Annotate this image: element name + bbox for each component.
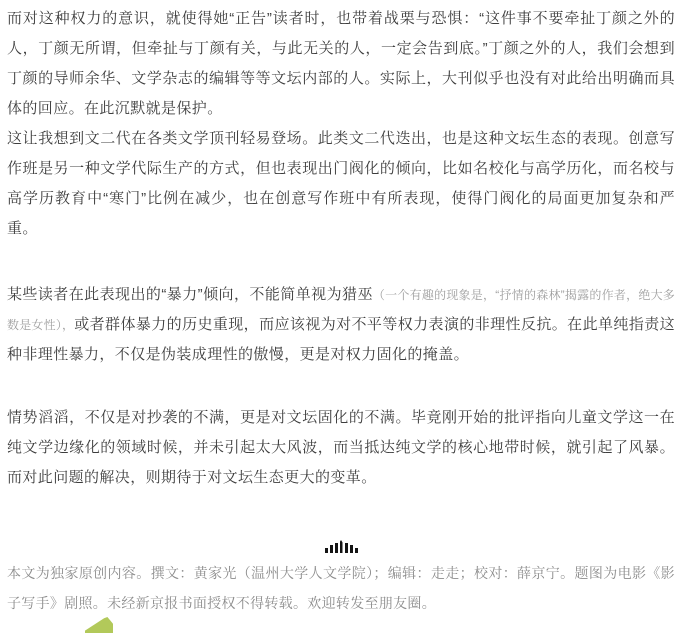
divider-bar <box>350 545 353 553</box>
paragraph-reader-violence-aside-note: （一个有趣的现象是，“抒情的森林”揭露的作者，绝大多数是女性）， <box>7 288 675 332</box>
paragraph-literary-second-generation: 这让我想到文二代在各类文学顶刊轻易登场。此类文二代迭出，也是这种文坛生态的表现。创意写作班是另一种文学代际生产的方式，但也表现出门阀化的倾向，比如名校化与高学历化，而名校与高学历教育中“寒门”比例在减少，也在创意写作班中有所表现，使得门阀化的局面更加复杂和严重。 <box>7 130 675 237</box>
divider-bar <box>345 543 348 553</box>
divider-bar <box>335 543 338 553</box>
paragraph-reader-violence-tail: 或者群体暴力的历史重现，而应该视为对不平等权力表演的非理性反抗。在此单纯指责这种非理性暴力，不仅是伪装成理性的傲慢，更是对权力固化的掩盖。 <box>7 316 676 363</box>
green-logo-fragment-icon <box>85 617 113 633</box>
footer-credits: 本文为独家原创内容。撰文：黄家光（温州大学人文学院）；编辑：走走；校对：薛京宁。题图为电影《影子写手》剧照。未经新京报书面授权不得转载。欢迎转发至朋友圈。 <box>7 565 675 611</box>
paragraph-reader-violence <box>7 280 675 370</box>
divider-bar <box>355 548 358 553</box>
paragraph-power-awareness: 而对这种权力的意识，就使得她“正告”读者时，也带着战栗与恐惧：“这件事不要牵扯丁颜之外的人，丁颜无所谓，但牵扯与丁颜有关，与此无关的人，一定会告到底。”丁颜之外的人，我们会想到丁颜的导师余华、文学杂志的编辑等等文坛内部的人。实际上，大刊似乎也没有对此给出明确而具体的回应。在此沉默就是保护。 <box>7 10 675 117</box>
paragraph-reader-violence-lead: 某些读者在此表现出的“暴力”倾向，不能简单视为猎巫 <box>7 286 373 303</box>
divider-bar <box>340 540 343 553</box>
bars-divider-icon <box>7 540 675 553</box>
paragraph-situation-conclusion: 情势滔滔，不仅是对抄袭的不满，更是对文坛固化的不满。毕竟刚开始的批评指向儿童文学这一在纯文学边缘化的领域时候，并未引起太大风波，而当抵达纯文学的核心地带时候，就引起了风暴。而对此问题的解决，则期待于对文坛生态更大的变革。 <box>7 409 675 486</box>
divider-bar <box>330 545 333 553</box>
divider-bar <box>325 548 328 553</box>
